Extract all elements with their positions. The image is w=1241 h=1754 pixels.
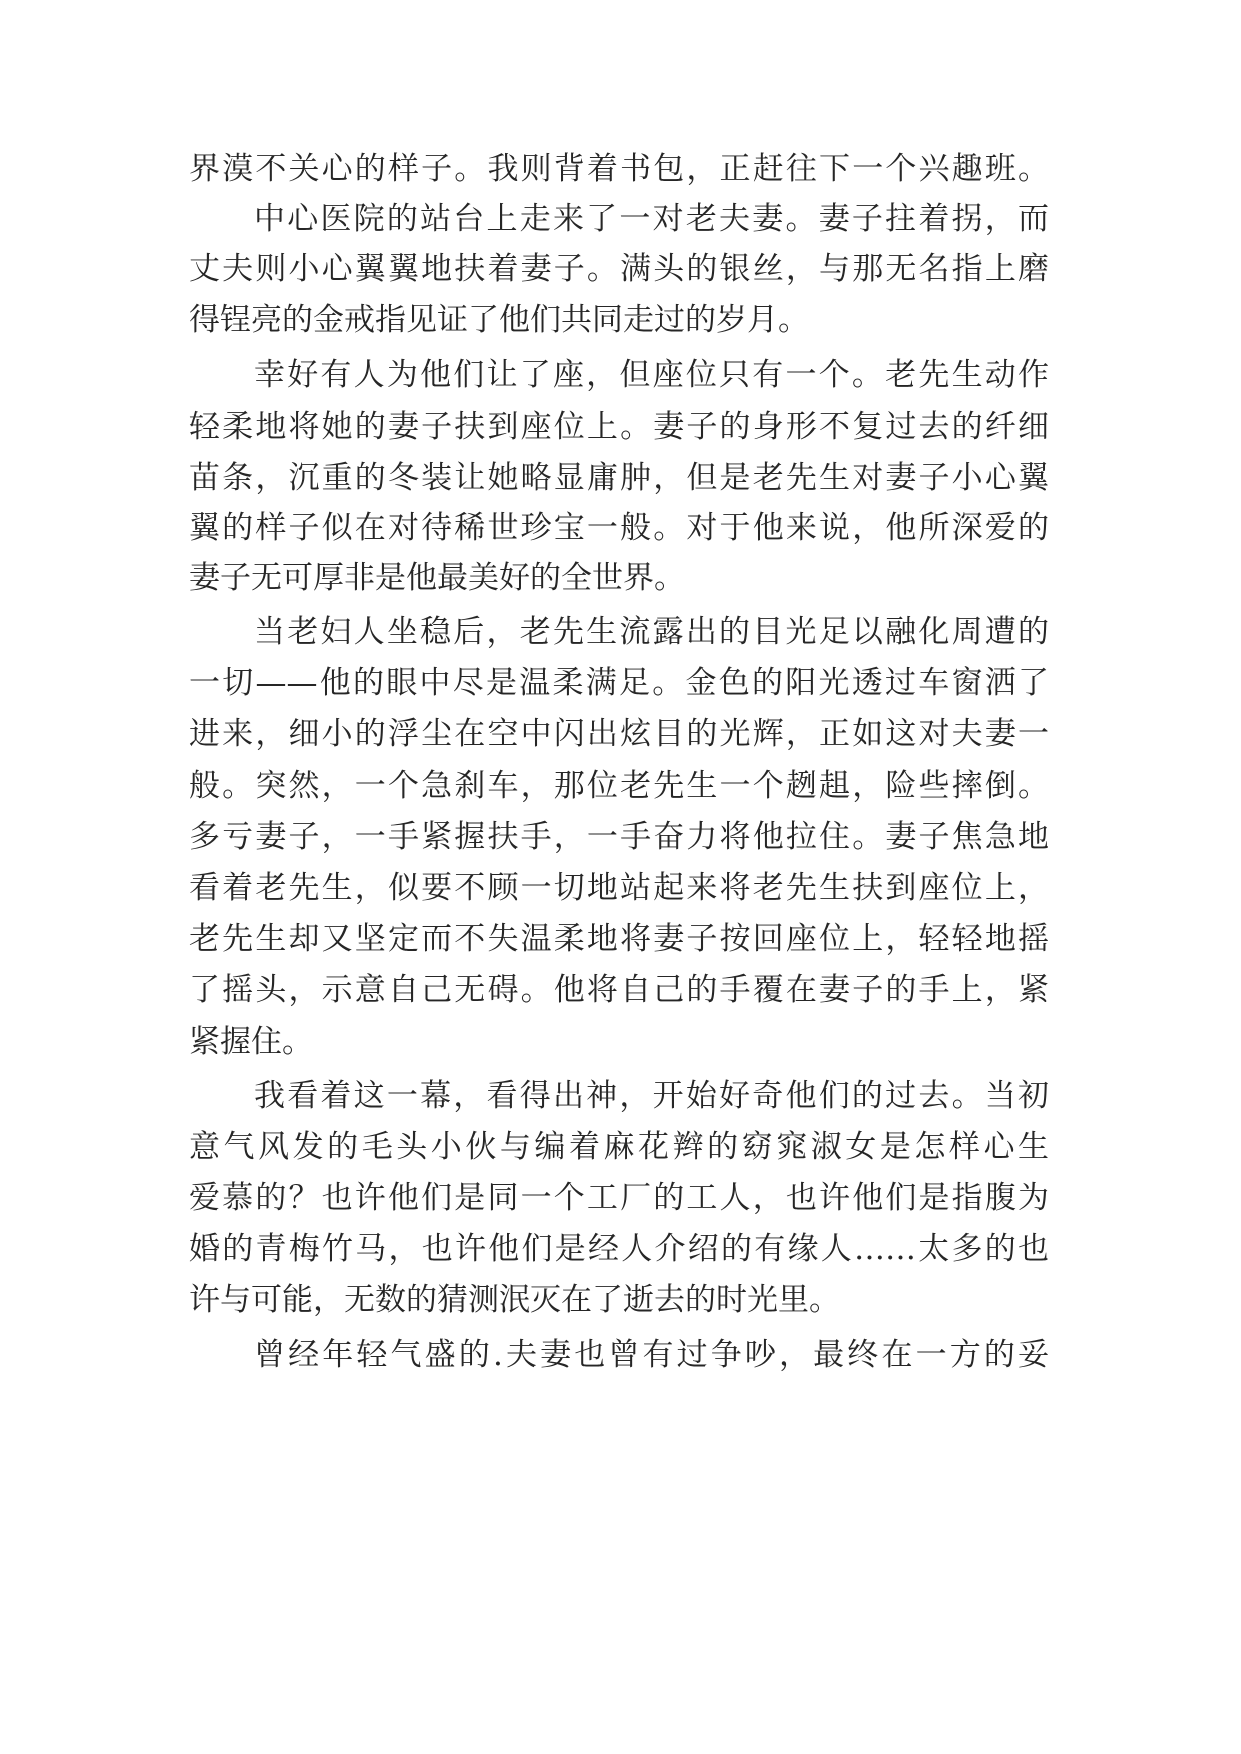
text-line: 了摇头，示意自己无碍。他将自己的手覆在妻子的手上，紧 [189, 972, 1049, 1008]
text-line: 意气风发的毛头小伙与编着麻花辫的窈窕淑女是怎样心生 [189, 1129, 1049, 1165]
text-line: 进来，细小的浮尘在空中闪出炫目的光辉，正如这对夫妻一 [189, 716, 1049, 752]
text-line: 老先生却又坚定而不失温柔地将妻子按回座位上，轻轻地摇 [189, 921, 1049, 957]
text-line: 中心医院的站台上走来了一对老夫妻。妻子拄着拐，而 [254, 201, 1049, 237]
text-line: 爱慕的？也许他们是同一个工厂的工人，也许他们是指腹为 [189, 1180, 1049, 1216]
text-line: 翼的样子似在对待稀世珍宝一般。对于他来说，他所深爱的 [189, 510, 1049, 546]
text-line: 般。突然，一个急刹车，那位老先生一个趔趄，险些摔倒。 [189, 768, 1049, 804]
text-line: 轻柔地将她的妻子扶到座位上。妻子的身形不复过去的纤细 [189, 409, 1049, 445]
text-line: 我看着这一幕，看得出神，开始好奇他们的过去。当初 [254, 1078, 1049, 1114]
text-line: 多亏妻子，一手紧握扶手，一手奋力将他拉住。妻子焦急地 [189, 819, 1049, 855]
text-line: 许与可能，无数的猜测泯灭在了逝去的时光里。 [189, 1282, 840, 1318]
text-line: 紧握住。 [189, 1024, 313, 1060]
text-line: 一切——他的眼中尽是温柔满足。金色的阳光透过车窗洒了 [189, 665, 1049, 701]
text-line: 苗条，沉重的冬装让她略显庸肿，但是老先生对妻子小心翼 [189, 460, 1049, 496]
text-line: 得锃亮的金戒指见证了他们共同走过的岁月。 [189, 302, 809, 338]
text-line: 幸好有人为他们让了座，但座位只有一个。老先生动作 [254, 357, 1049, 393]
text-line: 婚的青梅竹马，也许他们是经人介绍的有缘人……太多的也 [189, 1231, 1049, 1267]
text-line: 曾经年轻气盛的.夫妻也曾有过争吵，最终在一方的妥 [254, 1337, 1049, 1373]
text-line: 看着老先生，似要不顾一切地站起来将老先生扶到座位上， [189, 870, 1049, 906]
text-line: 当老妇人坐稳后，老先生流露出的目光足以融化周遭的 [254, 614, 1049, 650]
text-line: 丈夫则小心翼翼地扶着妻子。满头的银丝，与那无名指上磨 [189, 251, 1049, 287]
text-line: 妻子无可厚非是他最美好的全世界。 [189, 560, 685, 596]
text-line: 界漠不关心的样子。我则背着书包，正赶往下一个兴趣班。 [189, 151, 1049, 187]
